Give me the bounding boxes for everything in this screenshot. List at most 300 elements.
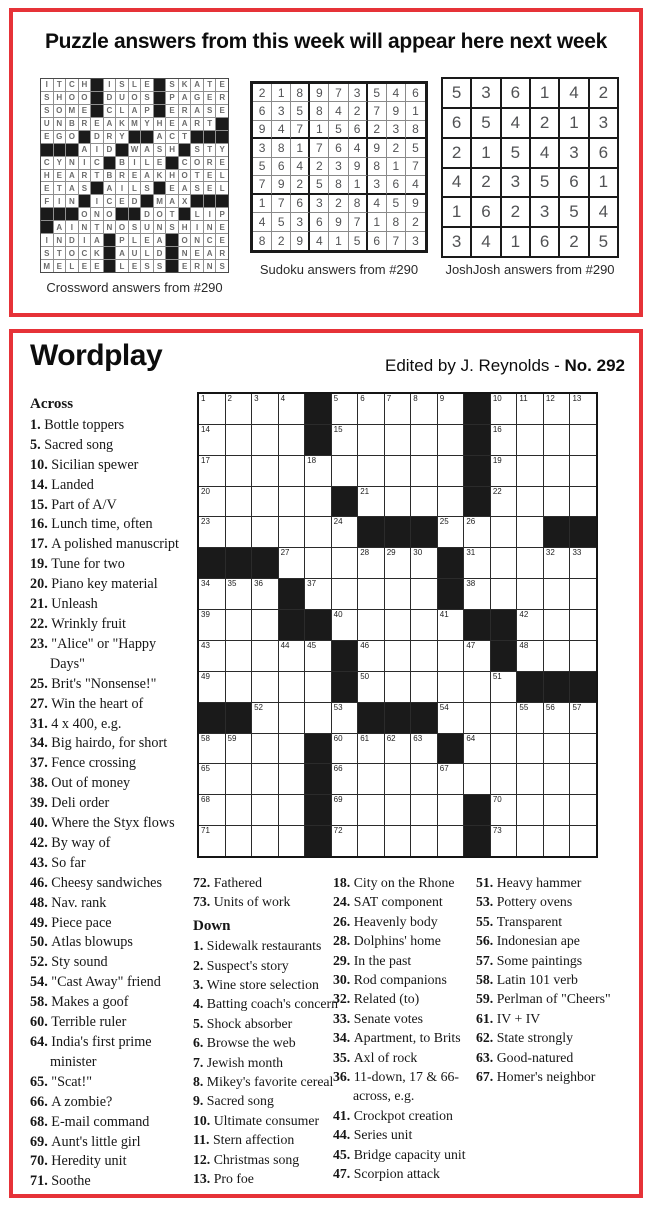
sudoku-cell: 4 — [291, 158, 310, 176]
answer-cell-black — [191, 131, 203, 143]
answer-cell: A — [179, 118, 191, 130]
puzzle-cell — [226, 579, 252, 609]
sudoku-cell: 3 — [349, 84, 368, 102]
answer-cell: A — [204, 247, 216, 259]
joshjosh-cell: 3 — [443, 228, 470, 256]
answer-cell: R — [179, 105, 191, 117]
puzzle-cell-number: 40 — [333, 610, 343, 620]
answer-cell: T — [204, 118, 216, 130]
puzzle-cell-black — [438, 579, 464, 609]
sudoku-cell: 6 — [329, 139, 348, 157]
joshjosh-cell: 3 — [502, 169, 529, 197]
sudoku-cell: 3 — [310, 195, 329, 213]
answer-cell: E — [216, 221, 228, 233]
puzzle-cell — [305, 456, 331, 486]
puzzle-cell — [570, 641, 596, 671]
answer-cell: O — [104, 208, 116, 220]
joshjosh-cell: 5 — [531, 169, 558, 197]
puzzle-cell-number: 27 — [280, 548, 290, 558]
clue-across-60: 60. Terrible ruler — [30, 1014, 127, 1031]
across-clues-list-tail — [193, 873, 343, 912]
clue-across-20: 20. Piano key material — [30, 576, 158, 593]
puzzle-cell — [411, 456, 437, 486]
clue-down-3: 3. Wine store selection — [193, 977, 319, 993]
clue-down-11: 11. Stern affection — [193, 1132, 295, 1148]
puzzle-cell — [491, 703, 517, 733]
clue-across-71: 71. Soothe — [30, 1173, 91, 1190]
puzzle-cell — [385, 672, 411, 702]
puzzle-cell — [464, 579, 490, 609]
answer-cell: G — [191, 92, 203, 104]
wordplay-section — [9, 329, 643, 1198]
sudoku-cell: 6 — [253, 102, 272, 120]
puzzle-cell — [252, 425, 278, 455]
puzzle-cell-black — [464, 487, 490, 517]
answer-cell: E — [216, 234, 228, 246]
puzzle-cell — [305, 703, 331, 733]
answer-cell: A — [104, 118, 116, 130]
puzzle-cell — [226, 734, 252, 764]
puzzle-cell — [491, 517, 517, 547]
puzzle-cell — [544, 456, 570, 486]
puzzle-cell-number: 11 — [519, 394, 528, 403]
sudoku-cell: 7 — [253, 176, 272, 194]
joshjosh-cell: 5 — [472, 109, 499, 137]
answer-cell: D — [104, 144, 116, 156]
puzzle-cell-number: 35 — [227, 579, 237, 589]
clue-across-1: 1. Bottle toppers — [30, 416, 125, 433]
answer-cell: K — [179, 79, 191, 91]
answer-cell: H — [179, 221, 191, 233]
puzzle-cell — [358, 548, 384, 578]
joshjosh-cell: 5 — [443, 79, 470, 107]
sudoku-cell: 3 — [272, 102, 291, 120]
sudoku-cell: 5 — [349, 232, 368, 250]
clue-down-36: 36. 11-down, 17 & 66-across, e.g. — [333, 1069, 459, 1104]
puzzle-cell — [332, 517, 358, 547]
clue-across-65: 65. "Scat!" — [30, 1073, 93, 1090]
answer-cell: U — [129, 247, 141, 259]
clue-down-10: 10. Ultimate consumer — [193, 1112, 320, 1128]
puzzle-cell — [252, 487, 278, 517]
puzzle-cell-number: 66 — [333, 764, 343, 774]
puzzle-cell — [411, 795, 437, 825]
answer-cell: A — [66, 170, 78, 182]
puzzle-cell-number: 6 — [360, 394, 365, 403]
puzzle-cell-black — [411, 703, 437, 733]
clue-down-2: 2. Suspect's story — [193, 957, 289, 973]
puzzle-cell — [252, 734, 278, 764]
clue-across-68: 68. E-mail command — [30, 1113, 150, 1130]
puzzle-cell-black — [332, 672, 358, 702]
puzzle-cell-black — [305, 826, 331, 856]
puzzle-cell — [279, 795, 305, 825]
sudoku-cell: 5 — [272, 213, 291, 231]
answer-cell: E — [166, 118, 178, 130]
puzzle-cell-number: 18 — [307, 455, 317, 465]
puzzle-cell — [199, 826, 225, 856]
answer-cell-black — [166, 234, 178, 246]
puzzle-cell-black — [464, 826, 490, 856]
edited-by-text: Edited by J. Reynolds - — [384, 356, 565, 375]
answer-cell: S — [129, 221, 141, 233]
answer-cell: E — [191, 247, 203, 259]
answer-cell-black — [104, 234, 116, 246]
puzzle-cell-number: 71 — [201, 826, 210, 836]
puzzle-cell — [517, 641, 543, 671]
puzzle-cell — [252, 456, 278, 486]
puzzle-cell — [279, 394, 305, 424]
answer-cell: X — [179, 195, 191, 207]
answer-cell-black — [66, 144, 78, 156]
answer-cell: O — [54, 105, 66, 117]
clue-down-32: 32. Related (to) — [333, 991, 420, 1007]
answer-cell-black — [91, 182, 103, 194]
answer-cell-black — [179, 144, 191, 156]
puzzle-cell — [226, 764, 252, 794]
puzzle-cell — [199, 394, 225, 424]
answer-cell: R — [191, 118, 203, 130]
answer-cell: A — [166, 195, 178, 207]
answer-cell-black — [179, 208, 191, 220]
sudoku-cell: 4 — [349, 139, 368, 157]
crossword-puzzle-grid — [197, 392, 598, 858]
answer-cell-black — [154, 105, 166, 117]
answer-cell: R — [116, 170, 128, 182]
sudoku-cell: 6 — [291, 195, 310, 213]
sudoku-cell: 2 — [310, 158, 329, 176]
joshjosh-cell: 4 — [590, 198, 617, 226]
answer-cell: E — [54, 170, 66, 182]
puzzle-cell — [411, 394, 437, 424]
answer-cell: E — [41, 182, 53, 194]
puzzle-cell — [279, 487, 305, 517]
joshjosh-cell: 6 — [531, 228, 558, 256]
puzzle-cell-number: 65 — [201, 764, 210, 774]
puzzle-cell — [411, 579, 437, 609]
joshjosh-cell: 5 — [590, 228, 617, 256]
puzzle-cell — [570, 703, 596, 733]
puzzle-cell — [332, 610, 358, 640]
answer-cell: S — [116, 79, 128, 91]
sudoku-cell: 9 — [349, 158, 368, 176]
puzzle-cell — [544, 425, 570, 455]
clue-across-38: 38. Out of money — [30, 775, 131, 792]
puzzle-cell-number: 70 — [492, 795, 502, 805]
answer-cell: E — [166, 182, 178, 194]
answer-cell: A — [116, 247, 128, 259]
answer-cell: I — [91, 144, 103, 156]
sudoku-cell: 1 — [310, 121, 329, 139]
clue-across-5: 5. Sacred song — [30, 436, 114, 453]
answer-cell: H — [79, 79, 91, 91]
joshjosh-answers-caption: JoshJosh answers from #290 — [445, 262, 615, 277]
puzzle-cell-black — [544, 672, 570, 702]
sudoku-cell: 9 — [291, 232, 310, 250]
answer-cell: A — [141, 144, 153, 156]
puzzle-cell-black — [570, 672, 596, 702]
sudoku-cell: 8 — [310, 102, 329, 120]
answer-cell: S — [166, 221, 178, 233]
answer-cell: C — [66, 79, 78, 91]
clue-down-33: 33. Senate votes — [333, 1010, 424, 1026]
clue-across-49: 49. Piece pace — [30, 914, 112, 931]
clue-down-35: 35. Axl of rock — [333, 1049, 418, 1065]
puzzle-cell — [517, 548, 543, 578]
clue-across-27: 27. Win the heart of — [30, 695, 144, 712]
sudoku-cell: 6 — [387, 176, 406, 194]
answer-cell-black — [204, 131, 216, 143]
answer-cell: M — [66, 105, 78, 117]
puzzle-cell — [279, 641, 305, 671]
answer-cell: G — [54, 131, 66, 143]
answer-cell-black — [141, 195, 153, 207]
joshjosh-cell: 1 — [531, 79, 558, 107]
clue-across-42: 42. By way of — [30, 834, 111, 851]
answer-cell: S — [216, 260, 228, 272]
answer-cell: R — [79, 170, 91, 182]
answer-cell: A — [54, 221, 66, 233]
joshjosh-cell: 4 — [472, 228, 499, 256]
answer-cell: K — [154, 170, 166, 182]
answer-cell-black — [216, 195, 228, 207]
puzzle-cell — [491, 425, 517, 455]
answer-cell: E — [54, 260, 66, 272]
answer-cell: F — [41, 195, 53, 207]
puzzle-cell-black — [570, 517, 596, 547]
answer-cell: E — [179, 260, 191, 272]
puzzle-cell — [226, 487, 252, 517]
puzzle-cell — [332, 394, 358, 424]
clue-across-22: 22. Wrinkly fruit — [30, 615, 126, 632]
answer-cell: P — [116, 234, 128, 246]
sudoku-cell: 7 — [387, 232, 406, 250]
sudoku-cell: 9 — [368, 139, 387, 157]
answer-cell-black — [166, 157, 178, 169]
puzzle-cell — [332, 703, 358, 733]
puzzle-cell-number: 24 — [333, 517, 343, 527]
puzzle-cell-black — [279, 610, 305, 640]
answer-cell: R — [216, 92, 228, 104]
answer-cell-black — [79, 195, 91, 207]
answer-cell: N — [66, 195, 78, 207]
clue-down-57: 57. Some paintings — [476, 952, 583, 968]
puzzle-cell — [279, 703, 305, 733]
puzzle-cell — [570, 764, 596, 794]
sudoku-cell: 1 — [387, 158, 406, 176]
joshjosh-answers-grid — [441, 77, 619, 258]
puzzle-cell-number: 7 — [386, 394, 392, 403]
answer-cell: I — [41, 234, 53, 246]
joshjosh-cell: 5 — [502, 139, 529, 167]
answer-cell: S — [41, 247, 53, 259]
answer-cell: C — [104, 195, 116, 207]
puzzle-cell — [517, 579, 543, 609]
puzzle-cell — [279, 826, 305, 856]
puzzle-cell — [358, 826, 384, 856]
sudoku-cell: 4 — [368, 195, 387, 213]
puzzle-cell — [358, 610, 384, 640]
answer-cell-black — [41, 221, 53, 233]
puzzle-cell-number: 20 — [201, 486, 210, 496]
answer-cell-black — [204, 195, 216, 207]
answer-cell: B — [66, 118, 78, 130]
sudoku-cell: 8 — [349, 195, 368, 213]
joshjosh-cell: 2 — [472, 169, 499, 197]
puzzle-cell — [385, 641, 411, 671]
answer-cell: E — [91, 118, 103, 130]
puzzle-cell — [491, 487, 517, 517]
puzzle-cell-number: 2 — [227, 394, 232, 403]
puzzle-cell — [279, 764, 305, 794]
clue-down-34: 34. Apartment, to Brits — [333, 1030, 461, 1046]
puzzle-cell — [332, 764, 358, 794]
puzzle-cell — [464, 734, 490, 764]
answer-cell: H — [166, 144, 178, 156]
answer-cell: A — [129, 105, 141, 117]
answer-cell: D — [154, 247, 166, 259]
puzzle-cell — [332, 548, 358, 578]
clue-across-64: 64. India's first prime minister — [30, 1034, 152, 1070]
answer-cell: C — [104, 105, 116, 117]
clue-down-61: 61. IV + IV — [476, 1010, 541, 1026]
sudoku-cell: 8 — [387, 213, 406, 231]
puzzle-cell — [199, 425, 225, 455]
answer-cell: A — [191, 105, 203, 117]
puzzle-cell — [226, 826, 252, 856]
puzzle-cell-number: 58 — [201, 733, 210, 743]
puzzle-cell — [517, 764, 543, 794]
puzzle-cell-black — [305, 425, 331, 455]
puzzle-cell-number: 12 — [545, 394, 555, 403]
puzzle-cell — [252, 641, 278, 671]
puzzle-cell-number: 56 — [545, 702, 555, 712]
puzzle-cell-number: 64 — [466, 733, 476, 743]
joshjosh-cell: 1 — [590, 169, 617, 197]
puzzle-cell — [279, 517, 305, 547]
puzzle-cell — [279, 425, 305, 455]
answer-cell: L — [116, 105, 128, 117]
puzzle-cell-number: 23 — [201, 517, 210, 527]
joshjosh-cell: 2 — [590, 79, 617, 107]
clue-down-59: 59. Perlman of "Cheers" — [476, 991, 611, 1007]
sudoku-cell: 5 — [291, 102, 310, 120]
puzzle-cell — [438, 764, 464, 794]
puzzle-cell — [385, 795, 411, 825]
puzzle-cell — [517, 487, 543, 517]
answer-cell: L — [141, 247, 153, 259]
answer-cell: A — [141, 170, 153, 182]
clue-across-10: 10. Sicilian spewer — [30, 456, 139, 473]
answer-cell: N — [54, 234, 66, 246]
answer-cell: I — [204, 208, 216, 220]
answer-cell: I — [191, 221, 203, 233]
puzzle-cell-black — [226, 703, 252, 733]
puzzle-cell-number: 1 — [201, 394, 206, 403]
puzzle-cell-number: 29 — [386, 548, 396, 558]
puzzle-cell — [332, 579, 358, 609]
puzzle-cell — [411, 610, 437, 640]
puzzle-cell — [199, 517, 225, 547]
puzzle-cell-number: 59 — [227, 733, 237, 743]
puzzle-cell-number: 13 — [572, 394, 582, 403]
answer-cell: H — [54, 92, 66, 104]
answer-cell: Y — [54, 157, 66, 169]
puzzle-cell-black — [385, 517, 411, 547]
sudoku-cell: 8 — [406, 121, 425, 139]
puzzle-cell — [570, 487, 596, 517]
sudoku-answers-grid — [250, 81, 428, 253]
puzzle-cell-black — [491, 641, 517, 671]
puzzle-cell — [199, 672, 225, 702]
puzzle-cell-number: 43 — [201, 640, 210, 650]
clue-down-6: 6. Browse the web — [193, 1035, 296, 1051]
answer-cell: E — [204, 92, 216, 104]
puzzle-cell-black — [438, 548, 464, 578]
puzzle-cell — [491, 394, 517, 424]
joshjosh-cell: 2 — [502, 198, 529, 226]
puzzle-cell-number: 42 — [519, 610, 529, 620]
clue-down-67: 67. Homer's neighbor — [476, 1069, 596, 1085]
puzzle-cell — [491, 826, 517, 856]
puzzle-cell — [199, 795, 225, 825]
clue-across-43: 43. So far — [30, 854, 86, 871]
puzzle-cell-black — [332, 641, 358, 671]
answer-cell: N — [91, 208, 103, 220]
down-clues-list-1 — [193, 936, 343, 1188]
clue-across-58: 58. Makes a goof — [30, 994, 129, 1011]
answer-cell: H — [154, 118, 166, 130]
answer-cell-black — [79, 131, 91, 143]
puzzle-cell — [517, 703, 543, 733]
puzzle-cell-black — [305, 734, 331, 764]
answer-cell: C — [166, 131, 178, 143]
answer-cell: E — [116, 195, 128, 207]
clue-down-41: 41. Crockpot creation — [333, 1107, 453, 1123]
puzzle-cell — [438, 795, 464, 825]
sudoku-cell: 1 — [253, 195, 272, 213]
crossword-answers-caption: Crossword answers from #290 — [46, 280, 223, 295]
puzzle-cell — [199, 487, 225, 517]
puzzle-cell — [252, 610, 278, 640]
clue-across-16: 16. Lunch time, often — [30, 516, 153, 533]
clue-down-30: 30. Rod companions — [333, 972, 447, 988]
answer-cell: P — [141, 105, 153, 117]
puzzle-cell — [517, 826, 543, 856]
clue-across-73: 73. Units of work — [193, 894, 291, 910]
answer-cell: D — [66, 234, 78, 246]
answer-cell: A — [191, 79, 203, 91]
puzzle-cell — [438, 826, 464, 856]
puzzle-cell-black — [358, 703, 384, 733]
puzzle-cell — [385, 764, 411, 794]
clue-down-18: 18. City on the Rhone — [333, 875, 455, 890]
answer-cell: N — [154, 221, 166, 233]
edited-by-line — [385, 356, 625, 376]
answer-cell: T — [91, 170, 103, 182]
puzzle-cell — [544, 548, 570, 578]
clue-down-1: 1. Sidewalk restaurants — [193, 938, 322, 954]
joshjosh-cell: 6 — [590, 139, 617, 167]
answer-cell: E — [166, 105, 178, 117]
puzzle-cell-black — [464, 425, 490, 455]
sudoku-cell: 5 — [406, 139, 425, 157]
sudoku-cell: 8 — [291, 84, 310, 102]
puzzle-cell — [252, 703, 278, 733]
puzzle-cell-black — [438, 734, 464, 764]
puzzle-cell — [544, 703, 570, 733]
answer-cell: L — [216, 170, 228, 182]
